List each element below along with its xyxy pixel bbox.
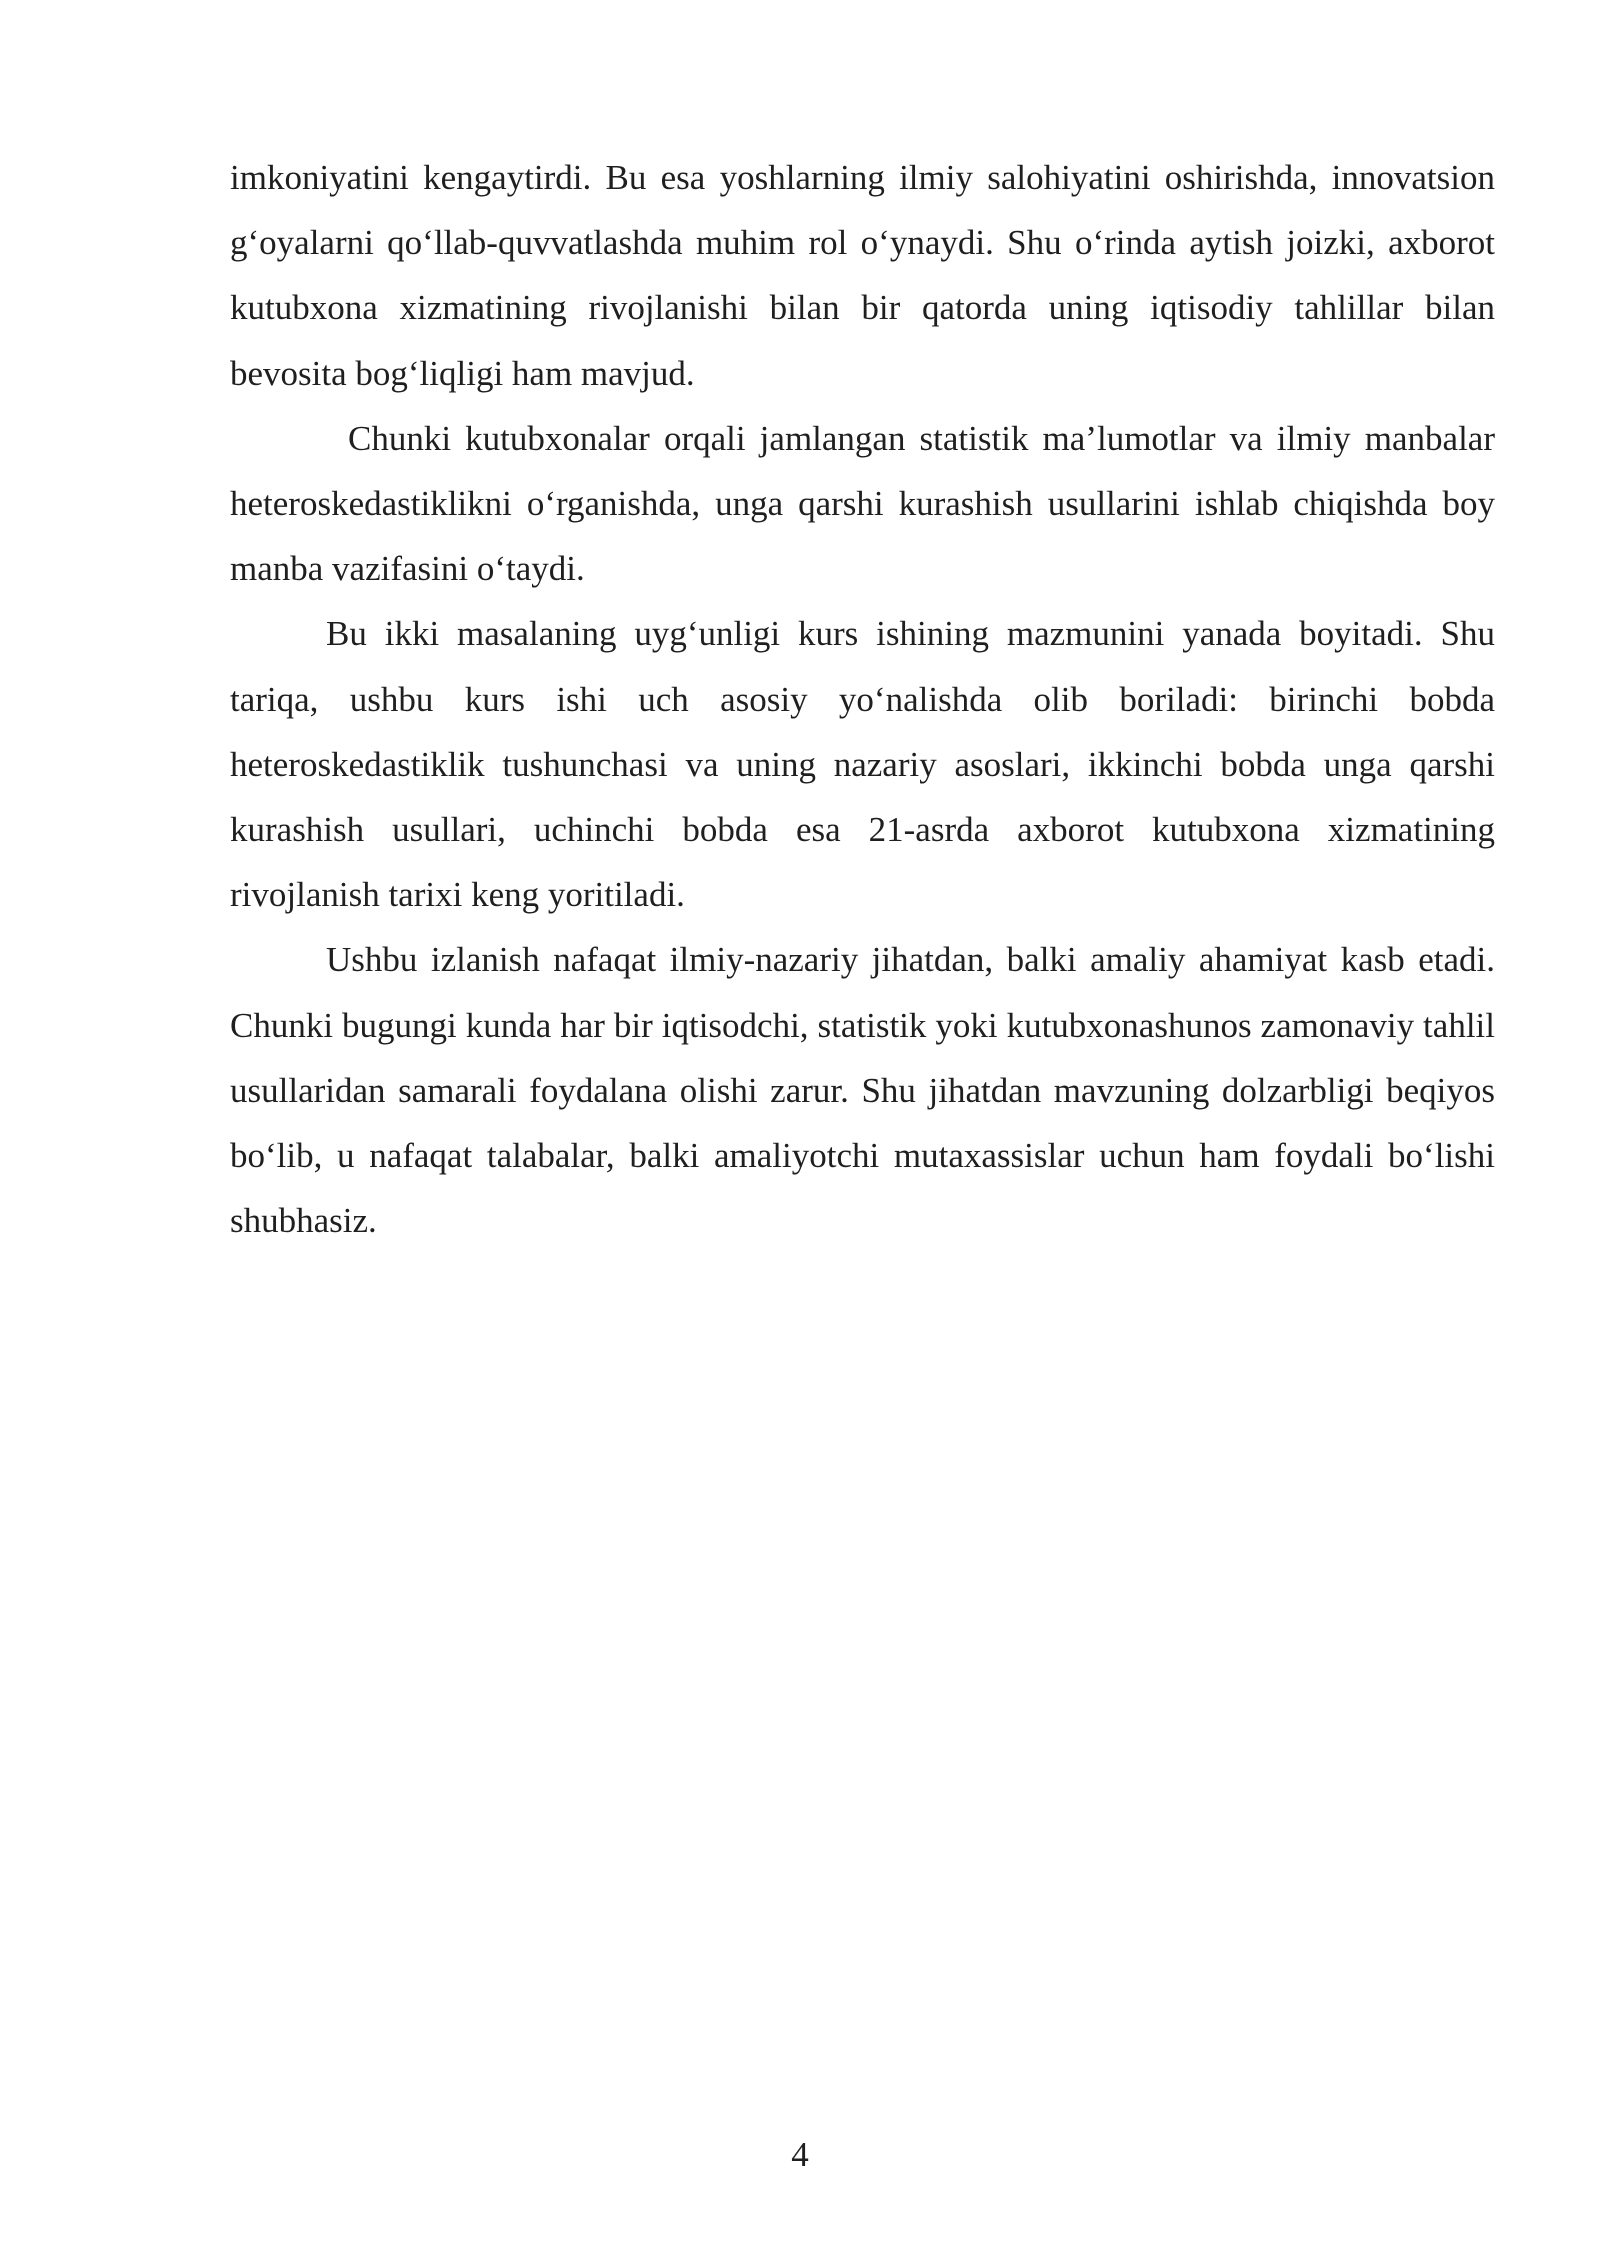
body-text <box>230 145 1495 1253</box>
page-number: 4 <box>791 2135 809 2174</box>
paragraph-2: Chunki kutubxonalar orqali jamlangan statistik ma’lumotlar va ilmiy manbalar heteroskedastiklikni o‘rganishda, unga qarshi kurashish usullarini ishlab chiqishda boy manba vazifasini o‘taydi. <box>230 418 1495 589</box>
paragraph-3: Bu ikki masalaning uyg‘unligi kurs ishining mazmunini yanada boyitadi. Shu tariqa, ushbu kurs ishi uch asosiy yo‘nalishda olib boriladi: birinchi bobda heteroskedastiklik tushunchasi va uning nazariy asoslari, ikkinchi bobda unga qarshi kurashish usullari, uchinchi bobda esa 21-asrda axborot kutubxona xizmatining rivojlanish tarixi keng yoritiladi. <box>230 614 1495 915</box>
paragraph-1: imkoniyatini kengaytirdi. Bu esa yoshlarning ilmiy salohiyatini oshirishda, innovatsion g‘oyalarni qo‘llab-quvvatlashda muhim rol o‘ynaydi. Shu o‘rinda aytish joizki, axborot kutubxona xizmatining rivojlanishi bilan bir qatorda uning iqtisodiy tahlillar bilan bevosita bog‘liqligi ham mavjud. <box>230 158 1495 393</box>
paragraph-4: Ushbu izlanish nafaqat ilmiy-nazariy jihatdan, balki amaliy ahamiyat kasb etadi. Chunki bugungi kunda har bir iqtisodchi, statistik yoki kutubxonashunos zamonaviy tahlil usullaridan samarali foydalana olishi zarur. Shu jihatdan mavzuning dolzarbligi beqiyos bo‘lib, u nafaqat talabalar, balki amaliyotchi mutaxassislar uchun ham foydali bo‘lishi shubhasiz. <box>230 940 1495 1241</box>
